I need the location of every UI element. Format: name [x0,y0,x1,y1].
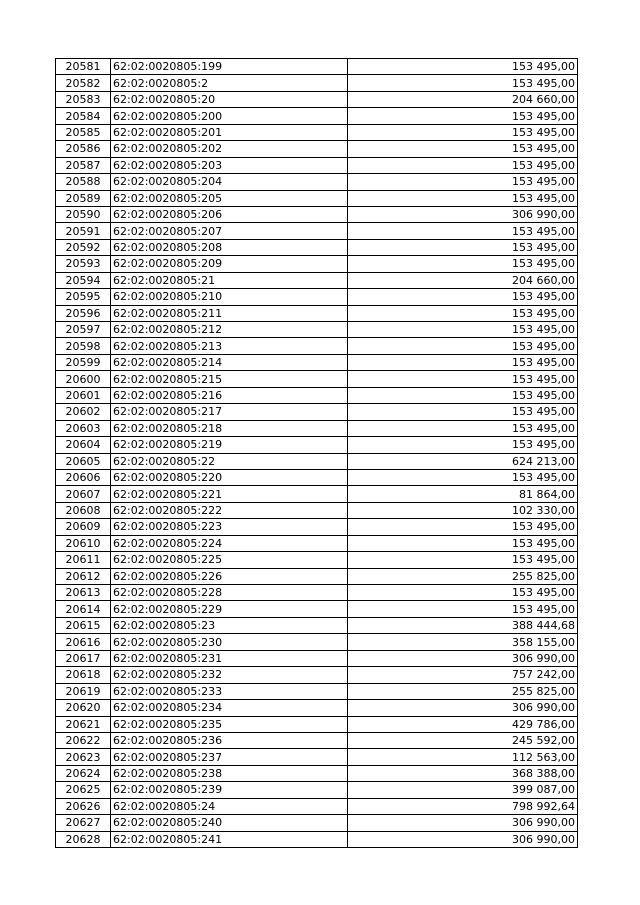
table-row [56,190,578,206]
cadastral-number-cell: 62:02:0020805:202 [111,141,348,157]
cadastral-number-cell: 62:02:0020805:230 [111,634,348,650]
table-row [56,206,578,222]
cadastral-number-cell: 62:02:0020805:220 [111,469,348,485]
cadastral-number-cell: 62:02:0020805:240 [111,815,348,831]
table-row [56,305,578,321]
table-row [56,716,578,732]
cadastral-number-cell: 62:02:0020805:211 [111,305,348,321]
row-number-cell: 20613 [56,585,111,601]
table-row [56,91,578,107]
row-number-cell: 20605 [56,453,111,469]
cadastral-number-cell: 62:02:0020805:212 [111,322,348,338]
cadastral-number-cell: 62:02:0020805:22 [111,453,348,469]
row-number-cell: 20593 [56,256,111,272]
cadastral-value-cell: 81 864,00 [348,486,578,502]
row-number-cell: 20598 [56,338,111,354]
cadastral-value-cell: 153 495,00 [348,239,578,255]
cadastral-value-cell: 757 242,00 [348,667,578,683]
cadastral-number-cell: 62:02:0020805:234 [111,700,348,716]
row-number-cell: 20603 [56,420,111,436]
cadastral-number-cell: 62:02:0020805:235 [111,716,348,732]
row-number-cell: 20595 [56,289,111,305]
table-row [56,617,578,633]
cadastral-value-cell: 153 495,00 [348,338,578,354]
cadastral-number-cell: 62:02:0020805:20 [111,91,348,107]
cadastral-value-cell: 255 825,00 [348,568,578,584]
cadastral-value-cell: 153 495,00 [348,585,578,601]
cadastral-number-cell: 62:02:0020805:238 [111,765,348,781]
row-number-cell: 20627 [56,815,111,831]
table-row [56,272,578,288]
cadastral-number-cell: 62:02:0020805:2 [111,75,348,91]
table-row [56,765,578,781]
cadastral-value-cell: 153 495,00 [348,552,578,568]
cadastral-value-cell: 153 495,00 [348,289,578,305]
table-row [56,667,578,683]
cadastral-number-cell: 62:02:0020805:232 [111,667,348,683]
table-row [56,338,578,354]
cadastral-value-cell: 153 495,00 [348,141,578,157]
table-row [56,223,578,239]
table-row [56,453,578,469]
cadastral-number-cell: 62:02:0020805:199 [111,59,348,75]
row-number-cell: 20596 [56,305,111,321]
row-number-cell: 20606 [56,469,111,485]
cadastral-value-cell: 153 495,00 [348,322,578,338]
table-row [56,650,578,666]
cadastral-value-cell: 153 495,00 [348,387,578,403]
row-number-cell: 20618 [56,667,111,683]
row-number-cell: 20584 [56,108,111,124]
cadastral-number-cell: 62:02:0020805:231 [111,650,348,666]
cadastral-value-cell: 153 495,00 [348,469,578,485]
row-number-cell: 20620 [56,700,111,716]
cadastral-value-cell: 255 825,00 [348,683,578,699]
table-row [56,437,578,453]
row-number-cell: 20617 [56,650,111,666]
table-row [56,535,578,551]
cadastral-value-cell: 153 495,00 [348,305,578,321]
cadastral-value-cell: 429 786,00 [348,716,578,732]
cadastral-value-cell: 153 495,00 [348,420,578,436]
row-number-cell: 20628 [56,831,111,847]
cadastral-number-cell: 62:02:0020805:219 [111,437,348,453]
table-row [56,486,578,502]
cadastral-value-cell: 306 990,00 [348,206,578,222]
cadastral-value-cell: 306 990,00 [348,831,578,847]
row-number-cell: 20626 [56,798,111,814]
cadastral-value-cell: 368 388,00 [348,765,578,781]
cadastral-value-cell: 153 495,00 [348,437,578,453]
table-row [56,387,578,403]
table-row [56,782,578,798]
cadastral-number-cell: 62:02:0020805:23 [111,617,348,633]
cadastral-value-cell: 306 990,00 [348,700,578,716]
cadastral-number-cell: 62:02:0020805:200 [111,108,348,124]
row-number-cell: 20614 [56,601,111,617]
row-number-cell: 20594 [56,272,111,288]
table-row [56,683,578,699]
cadastral-value-cell: 153 495,00 [348,256,578,272]
cadastral-number-cell: 62:02:0020805:207 [111,223,348,239]
row-number-cell: 20612 [56,568,111,584]
row-number-cell: 20587 [56,157,111,173]
cadastral-number-cell: 62:02:0020805:214 [111,354,348,370]
cadastral-number-cell: 62:02:0020805:222 [111,502,348,518]
row-number-cell: 20599 [56,354,111,370]
row-number-cell: 20590 [56,206,111,222]
table-row [56,700,578,716]
row-number-cell: 20616 [56,634,111,650]
cadastral-number-cell: 62:02:0020805:213 [111,338,348,354]
row-number-cell: 20585 [56,124,111,140]
cadastral-value-table [55,58,578,848]
cadastral-value-cell: 153 495,00 [348,190,578,206]
cadastral-number-cell: 62:02:0020805:208 [111,239,348,255]
cadastral-value-cell: 798 992,64 [348,798,578,814]
row-number-cell: 20597 [56,322,111,338]
cadastral-number-cell: 62:02:0020805:223 [111,519,348,535]
row-number-cell: 20581 [56,59,111,75]
row-number-cell: 20625 [56,782,111,798]
cadastral-number-cell: 62:02:0020805:204 [111,174,348,190]
row-number-cell: 20621 [56,716,111,732]
cadastral-number-cell: 62:02:0020805:225 [111,552,348,568]
cadastral-number-cell: 62:02:0020805:216 [111,387,348,403]
cadastral-number-cell: 62:02:0020805:203 [111,157,348,173]
cadastral-value-cell: 153 495,00 [348,601,578,617]
table-row [56,502,578,518]
cadastral-value-cell: 399 087,00 [348,782,578,798]
row-number-cell: 20610 [56,535,111,551]
row-number-cell: 20608 [56,502,111,518]
row-number-cell: 20602 [56,404,111,420]
table-row [56,552,578,568]
cadastral-value-cell: 153 495,00 [348,157,578,173]
cadastral-value-cell: 245 592,00 [348,732,578,748]
row-number-cell: 20601 [56,387,111,403]
row-number-cell: 20624 [56,765,111,781]
cadastral-value-cell: 306 990,00 [348,650,578,666]
row-number-cell: 20592 [56,239,111,255]
cadastral-value-cell: 153 495,00 [348,75,578,91]
row-number-cell: 20588 [56,174,111,190]
cadastral-value-cell: 306 990,00 [348,815,578,831]
table-row [56,371,578,387]
cadastral-value-cell: 153 495,00 [348,59,578,75]
table-row [56,322,578,338]
cadastral-value-cell: 153 495,00 [348,519,578,535]
row-number-cell: 20589 [56,190,111,206]
cadastral-value-cell: 153 495,00 [348,223,578,239]
table-body [56,59,578,848]
cadastral-value-cell: 102 330,00 [348,502,578,518]
table-row [56,601,578,617]
cadastral-value-cell: 153 495,00 [348,354,578,370]
cadastral-number-cell: 62:02:0020805:201 [111,124,348,140]
cadastral-value-cell: 153 495,00 [348,404,578,420]
row-number-cell: 20586 [56,141,111,157]
row-number-cell: 20591 [56,223,111,239]
table-row [56,141,578,157]
cadastral-value-cell: 153 495,00 [348,108,578,124]
cadastral-value-cell: 112 563,00 [348,749,578,765]
cadastral-number-cell: 62:02:0020805:241 [111,831,348,847]
cadastral-number-cell: 62:02:0020805:21 [111,272,348,288]
table-row [56,749,578,765]
cadastral-value-cell: 153 495,00 [348,174,578,190]
table-row [56,174,578,190]
cadastral-number-cell: 62:02:0020805:215 [111,371,348,387]
table-row [56,732,578,748]
cadastral-number-cell: 62:02:0020805:239 [111,782,348,798]
cadastral-value-cell: 204 660,00 [348,272,578,288]
table-row [56,124,578,140]
row-number-cell: 20583 [56,91,111,107]
row-number-cell: 20615 [56,617,111,633]
table-row [56,256,578,272]
cadastral-number-cell: 62:02:0020805:205 [111,190,348,206]
cadastral-number-cell: 62:02:0020805:217 [111,404,348,420]
row-number-cell: 20611 [56,552,111,568]
table-row [56,585,578,601]
table-row [56,108,578,124]
cadastral-value-cell: 204 660,00 [348,91,578,107]
table-row [56,404,578,420]
table-row [56,568,578,584]
table-row [56,519,578,535]
table-row [56,798,578,814]
row-number-cell: 20609 [56,519,111,535]
row-number-cell: 20607 [56,486,111,502]
cadastral-value-cell: 153 495,00 [348,371,578,387]
cadastral-value-cell: 153 495,00 [348,124,578,140]
cadastral-number-cell: 62:02:0020805:221 [111,486,348,502]
cadastral-number-cell: 62:02:0020805:206 [111,206,348,222]
table-row [56,354,578,370]
table-row [56,289,578,305]
table-row [56,75,578,91]
row-number-cell: 20619 [56,683,111,699]
row-number-cell: 20600 [56,371,111,387]
row-number-cell: 20622 [56,732,111,748]
cadastral-value-cell: 388 444,68 [348,617,578,633]
table-row [56,469,578,485]
cadastral-number-cell: 62:02:0020805:236 [111,732,348,748]
cadastral-value-cell: 358 155,00 [348,634,578,650]
cadastral-number-cell: 62:02:0020805:229 [111,601,348,617]
cadastral-number-cell: 62:02:0020805:224 [111,535,348,551]
table-row [56,634,578,650]
table-row [56,815,578,831]
cadastral-number-cell: 62:02:0020805:233 [111,683,348,699]
row-number-cell: 20582 [56,75,111,91]
table-row [56,157,578,173]
table-row [56,59,578,75]
cadastral-number-cell: 62:02:0020805:210 [111,289,348,305]
cadastral-value-cell: 153 495,00 [348,535,578,551]
table-row [56,239,578,255]
cadastral-value-cell: 624 213,00 [348,453,578,469]
row-number-cell: 20604 [56,437,111,453]
cadastral-number-cell: 62:02:0020805:218 [111,420,348,436]
cadastral-number-cell: 62:02:0020805:209 [111,256,348,272]
cadastral-number-cell: 62:02:0020805:24 [111,798,348,814]
cadastral-number-cell: 62:02:0020805:228 [111,585,348,601]
table-row [56,831,578,847]
cadastral-number-cell: 62:02:0020805:226 [111,568,348,584]
row-number-cell: 20623 [56,749,111,765]
table-row [56,420,578,436]
cadastral-number-cell: 62:02:0020805:237 [111,749,348,765]
